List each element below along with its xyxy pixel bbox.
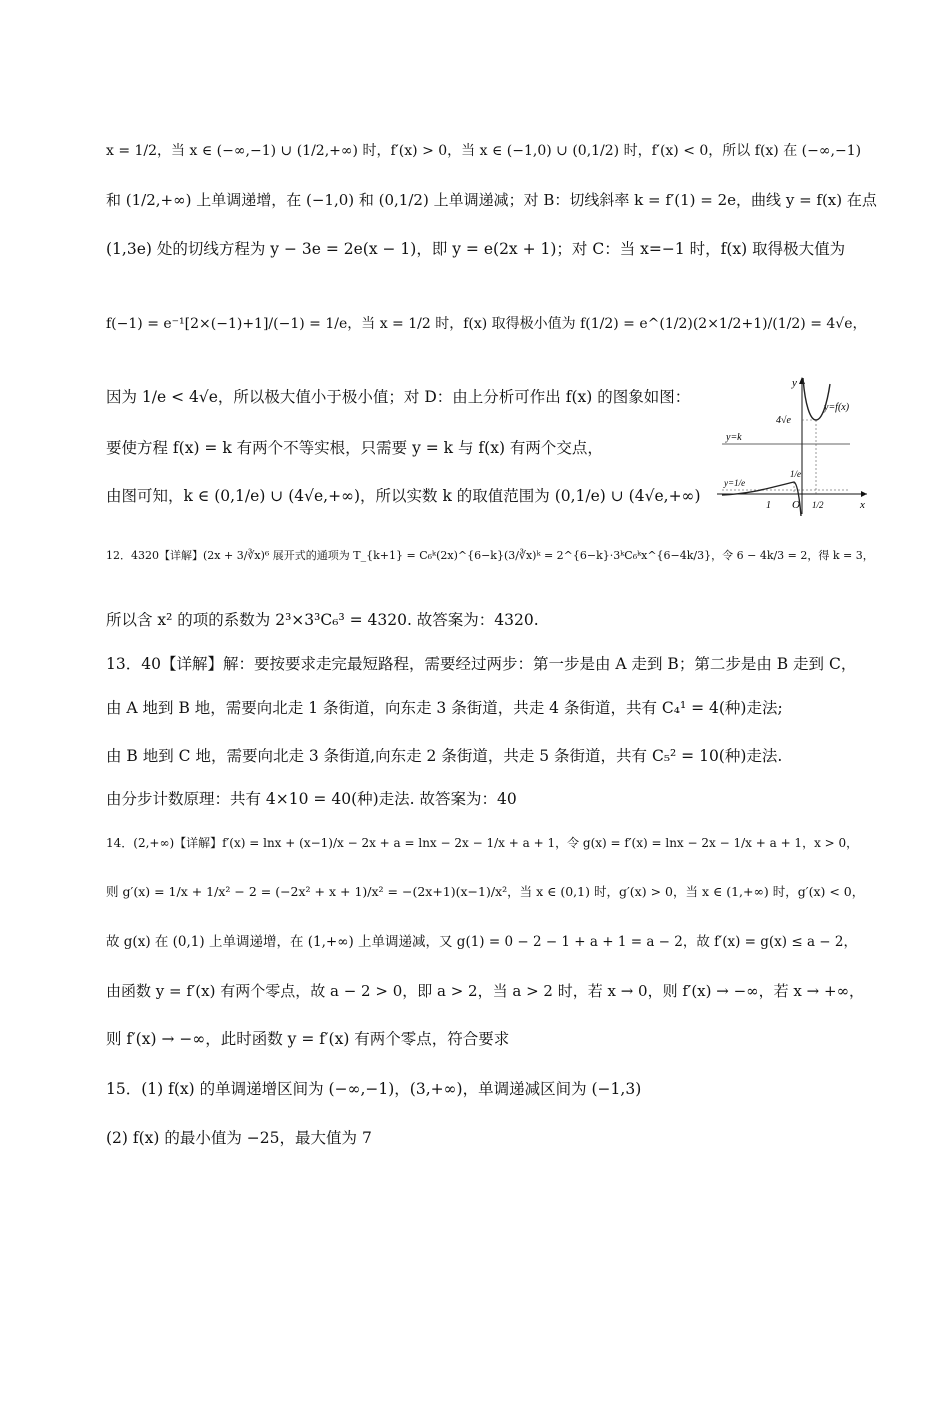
- text-line-8: 12．4320【详解】(2x + 3/∛x)⁶ 展开式的通项为 T_{k+1} = C₆ᵏ(2x)^{6−k}(3/∛x)ᵏ = 2^{6−k}·3ᵏC₆ᵏx^{6−4k/3}，令 6 − 4k/3 = 2，得 k = 3，: [106, 549, 874, 562]
- origin-label: O: [792, 499, 800, 511]
- tick-neg1-label: 1: [766, 500, 771, 511]
- text-line-14: 14．(2,+∞)【详解】f′(x) = lnx + (x−1)/x − 2x + a = lnx − 2x − 1/x + a + 1，令 g(x) = f′(x) = lnx − 2x − 1/x + a + 1，x > 0，: [106, 836, 859, 850]
- text-line-16: 故 g(x) 在 (0,1) 上单调递增，在 (1,+∞) 上单调递减，又 g(1) = 0 − 2 − 1 + a + 1 = a − 2，故 f′(x) = g(x) ≤ a − 2，: [106, 934, 857, 950]
- text-line-1: x = 1/2，当 x ∈ (−∞,−1) ∪ (1/2,+∞) 时，f′(x) > 0，当 x ∈ (−1,0) ∪ (0,1/2) 时，f′(x) < 0，所以 f(x) 在 (−∞,−1): [106, 143, 862, 159]
- level-4rte-label: 4√e: [776, 415, 791, 426]
- x-axis-arrow-icon: [861, 491, 867, 497]
- line-y-1e-label: y=1/e: [724, 478, 746, 488]
- text-line-17: 由函数 y = f′(x) 有两个零点，故 a − 2 > 0，即 a > 2，当 a > 2 时，若 x → 0，则 f′(x) → −∞，若 x → +∞，: [106, 982, 865, 1000]
- text-line-7: 由图可知，k ∈ (0,1/e) ∪ (4√e,+∞)，所以实数 k 的取值范围为 (0,1/e) ∪ (4√e,+∞): [106, 487, 701, 505]
- y-axis-label: y: [792, 377, 797, 389]
- text-line-13: 由分步计数原理：共有 4×10 = 40(种)走法. 故答案为：40: [106, 790, 517, 808]
- text-line-6: 要使方程 f(x) = k 有两个不等实根，只需要 y = k 与 f(x) 有两个交点，: [106, 439, 603, 457]
- text-line-3: (1,3e) 处的切线方程为 y − 3e = 2e(x − 1)，即 y = e(2x + 1)；对 C：当 x=−1 时，f(x) 取得极大值为: [106, 240, 846, 258]
- curve-right-branch: [803, 378, 830, 420]
- text-line-12: 由 B 地到 C 地，需要向北走 3 条街道,向东走 2 条街道，共走 5 条街道，共有 C₅² = 10(种)走法.: [106, 747, 783, 765]
- text-line-20: (2) f(x) 的最小值为 −25，最大值为 7: [106, 1129, 372, 1147]
- text-line-19: 15．(1) f(x) 的单调递增区间为 (−∞,−1)，(3,+∞)，单调递减区间为 (−1,3): [106, 1080, 642, 1098]
- line-y-k-label: y=k: [726, 432, 742, 443]
- tick-1e-label: 1/e: [790, 469, 801, 479]
- text-line-11: 由 A 地到 B 地，需要向北走 1 条街道，向东走 3 条街道，共走 4 条街道，共有 C₄¹ = 4(种)走法;: [106, 699, 783, 717]
- x-axis-label: x: [860, 499, 865, 511]
- tick-half-label: 1/2: [812, 500, 824, 510]
- text-line-2: 和 (1/2,+∞) 上单调递增，在 (−1,0) 和 (0,1/2) 上单调递减；对 B：切线斜率 k = f′(1) = 2e，曲线 y = f(x) 在点: [106, 191, 877, 209]
- text-line-5: 因为 1/e < 4√e，所以极大值小于极小值；对 D：由上分析可作出 f(x) 的图象如图：: [106, 388, 691, 406]
- text-line-18: 则 f′(x) → −∞，此时函数 y = f′(x) 有两个零点，符合要求: [106, 1030, 510, 1048]
- text-line-15: 则 g′(x) = 1/x + 1/x² − 2 = (−2x² + x + 1)/x² = −(2x+1)(x−1)/x²，当 x ∈ (0,1) 时，g′(x) > 0，当 x ∈ (1,+∞) 时，g′(x) < 0，: [106, 884, 865, 899]
- text-line-4: f(−1) = e⁻¹[2×(−1)+1]/(−1) = 1/e，当 x = 1/2 时，f(x) 取得极小值为 f(1/2) = e^(1/2)(2×1/2+1)/(1/2) = 4√e，: [106, 316, 867, 332]
- function-graph-figure: [712, 374, 872, 519]
- text-line-9: 所以含 x² 的项的系数为 2³×3³C₆³ = 4320. 故答案为：4320.: [106, 611, 539, 629]
- text-line-10: 13．40【详解】解：要按要求走完最短路程，需要经过两步：第一步是由 A 走到 B；第二步是由 B 走到 C，: [106, 655, 857, 673]
- curve-label: y=f(x): [824, 402, 850, 413]
